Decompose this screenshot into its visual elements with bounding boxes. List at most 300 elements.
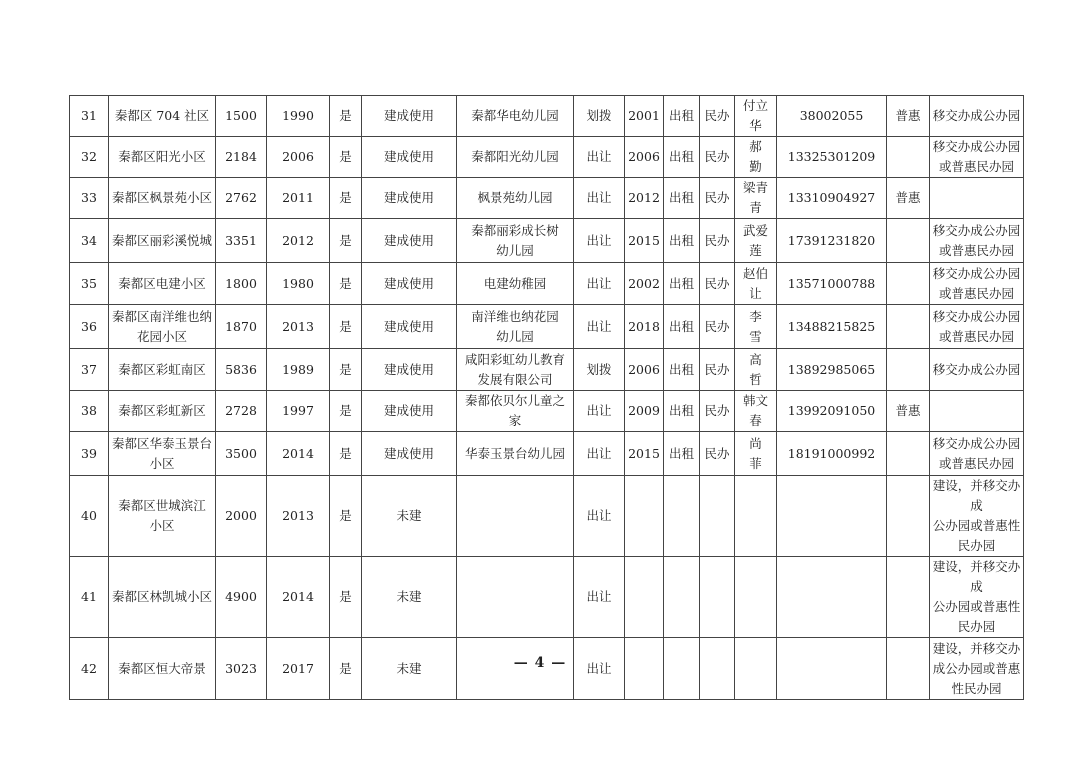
cell-name: [109, 476, 216, 557]
cell-nature: [700, 178, 735, 219]
cell-no: [70, 137, 109, 178]
cell-nature: [700, 476, 735, 557]
cell-kindergarten: [457, 557, 574, 638]
cell-text: 民办: [704, 318, 730, 334]
cell-plan: [930, 137, 1024, 178]
cell-use: [664, 219, 700, 263]
cell-text: 建成使用: [383, 232, 434, 248]
cell-type: [887, 96, 930, 137]
cell-flag: [330, 432, 362, 476]
cell-kindergarten: [457, 96, 574, 137]
cell-year: [267, 96, 330, 137]
cell-flag: [330, 96, 362, 137]
cell-text: 出让: [586, 660, 612, 676]
cell-contact: [735, 219, 777, 263]
cell-phone: [777, 178, 887, 219]
cell-type: [887, 178, 930, 219]
cell-text: 2012: [282, 232, 314, 248]
cell-text: 出租: [668, 445, 694, 461]
cell-text: 出租: [668, 275, 694, 291]
cell-text: 梁青青: [742, 180, 768, 215]
cell-area: [216, 96, 267, 137]
cell-use: [664, 476, 700, 557]
cell-plan: [930, 476, 1024, 557]
cell-text: 建设，并移交办成 公办园或普惠性 民办园: [932, 478, 1021, 553]
cell-phone: [777, 432, 887, 476]
cell-nature: [700, 432, 735, 476]
cell-text: 民办: [704, 403, 730, 418]
cell-nature: [700, 391, 735, 432]
cell-text: 出让: [586, 508, 612, 523]
cell-text: 2013: [282, 318, 314, 334]
cell-contact: [735, 557, 777, 638]
cell-text: 1800: [225, 275, 257, 291]
table-row: [70, 476, 1024, 557]
cell-text: 2011: [282, 190, 314, 205]
cell-status: [362, 349, 457, 391]
cell-text: 普惠: [895, 403, 921, 418]
cell-status: [362, 432, 457, 476]
cell-text: 是: [339, 108, 352, 123]
cell-name: [109, 349, 216, 391]
cell-text: 出让: [586, 232, 612, 248]
table-row: [70, 557, 1024, 638]
cell-no: [70, 557, 109, 638]
cell-use: [664, 263, 700, 305]
cell-text: 秦都区丽彩溪悦城: [111, 232, 212, 248]
cell-text: 建设，并移交办 成公办园或普惠 性民办园: [932, 640, 1021, 696]
cell-contact: [735, 305, 777, 349]
cell-text: 18191000992: [787, 445, 876, 461]
cell-text: 2013: [282, 508, 314, 523]
cell-text: 2012: [628, 190, 660, 205]
cell-status: [362, 263, 457, 305]
table-row: [70, 305, 1024, 349]
cell-text: 韩文春: [742, 393, 768, 428]
cell-contact: [735, 391, 777, 432]
cell-text: 秦都区世城滨江 小区: [118, 498, 206, 533]
cell-status: [362, 96, 457, 137]
cell-text: 13325301209: [787, 149, 876, 164]
cell-status: [362, 391, 457, 432]
cell-text: 秦都区南洋维也纳 花园小区: [111, 308, 212, 344]
cell-phone: [777, 137, 887, 178]
cell-text: 秦都区枫景苑小区: [111, 190, 212, 205]
cell-type: [887, 557, 930, 638]
cell-text: 39: [81, 445, 97, 461]
cell-text: 2006: [282, 149, 314, 164]
cell-text: 是: [339, 445, 352, 461]
cell-plan: [930, 557, 1024, 638]
cell-contact: [735, 137, 777, 178]
cell-text: 2762: [225, 190, 257, 205]
cell-text: 13488215825: [787, 318, 876, 334]
cell-text: 赵伯让: [742, 265, 768, 301]
cell-no: [70, 219, 109, 263]
cell-flag: [330, 476, 362, 557]
cell-text: 出让: [586, 318, 612, 334]
cell-text: 2001: [628, 108, 660, 123]
cell-text: 出租: [668, 403, 694, 418]
cell-year: [267, 305, 330, 349]
cell-text: 3023: [225, 660, 257, 676]
cell-text: 建成使用: [383, 318, 434, 334]
cell-phone: [777, 557, 887, 638]
cell-text: 民办: [704, 445, 730, 461]
cell-type: [887, 263, 930, 305]
cell-text: 出租: [668, 361, 694, 377]
cell-use: [664, 391, 700, 432]
cell-text: 民办: [704, 275, 730, 291]
cell-year: [267, 557, 330, 638]
cell-text: 秦都丽彩成长树 幼儿园: [471, 222, 559, 258]
cell-text: 是: [339, 508, 352, 523]
cell-contact: [735, 96, 777, 137]
cell-year: [267, 476, 330, 557]
cell-type: [887, 391, 930, 432]
cell-text: 未建: [396, 508, 422, 523]
cell-text: 1989: [282, 361, 314, 377]
cell-method: [574, 391, 625, 432]
cell-use: [664, 96, 700, 137]
cell-name: [109, 391, 216, 432]
cell-area: [216, 557, 267, 638]
cell-text: 电建幼稚园: [483, 275, 547, 291]
cell-phone: [777, 219, 887, 263]
cell-phone: [777, 349, 887, 391]
cell-method: [574, 557, 625, 638]
cell-text: 17391231820: [787, 232, 876, 248]
cell-plan: [930, 219, 1024, 263]
cell-text: 2014: [282, 589, 314, 604]
cell-text: 是: [339, 232, 352, 248]
cell-text: 民办: [704, 108, 730, 123]
cell-text: 是: [339, 589, 352, 604]
cell-type: [887, 137, 930, 178]
cell-flag: [330, 263, 362, 305]
cell-text: 民办: [704, 232, 730, 248]
cell-text: 秦都阳光幼儿园: [471, 149, 559, 164]
cell-status: [362, 557, 457, 638]
cell-text: 出租: [668, 108, 694, 123]
table-row: [70, 178, 1024, 219]
cell-text: 36: [81, 318, 97, 334]
cell-text: 付立华: [742, 98, 768, 133]
cell-text: 未建: [396, 660, 422, 676]
cell-name: [109, 96, 216, 137]
cell-year: [267, 137, 330, 178]
cell-name: [109, 219, 216, 263]
cell-no: [70, 349, 109, 391]
cell-text: 是: [339, 275, 352, 291]
cell-phone: [777, 96, 887, 137]
cell-text: 普惠: [895, 108, 921, 123]
cell-text: 出让: [586, 403, 612, 418]
cell-text: 2002: [628, 275, 660, 291]
cell-text: 1980: [282, 275, 314, 291]
cell-kindergarten: [457, 476, 574, 557]
cell-text: 5836: [225, 361, 257, 377]
cell-text: 移交办成公办园 或普惠民办园: [932, 435, 1021, 471]
cell-text: 枫景苑幼儿园: [477, 190, 553, 205]
cell-text: 民办: [704, 361, 730, 377]
cell-nature: [700, 557, 735, 638]
cell-flag: [330, 219, 362, 263]
cell-text: 移交办成公办园 或普惠民办园: [932, 139, 1021, 174]
cell-plan: [930, 432, 1024, 476]
cell-text: 是: [339, 190, 352, 205]
cell-text: 13892985065: [787, 361, 876, 377]
cell-no: [70, 391, 109, 432]
cell-status: [362, 219, 457, 263]
cell-text: 普惠: [895, 190, 921, 205]
cell-text: 35: [81, 275, 97, 291]
cell-kg-year: [625, 178, 664, 219]
cell-text: 出让: [586, 445, 612, 461]
cell-text: 郝 勤: [749, 139, 775, 174]
cell-text: 13571000788: [787, 275, 876, 291]
cell-no: [70, 432, 109, 476]
cell-text: 是: [339, 361, 352, 377]
cell-no: [70, 476, 109, 557]
cell-name: [109, 557, 216, 638]
cell-text: 出让: [586, 275, 612, 291]
cell-text: 2000: [225, 508, 257, 523]
cell-text: 建成使用: [383, 403, 434, 418]
cell-text: 移交办成公办园 或普惠民办园: [932, 222, 1021, 258]
cell-kg-year: [625, 432, 664, 476]
cell-flag: [330, 349, 362, 391]
cell-text: 1500: [225, 108, 257, 123]
table-row: [70, 391, 1024, 432]
cell-text: 38002055: [799, 108, 864, 123]
cell-kg-year: [625, 305, 664, 349]
cell-text: 32: [81, 149, 97, 164]
cell-plan: [930, 178, 1024, 219]
cell-text: 出租: [668, 190, 694, 205]
cell-kindergarten: [457, 432, 574, 476]
cell-contact: [735, 178, 777, 219]
cell-text: 2006: [628, 149, 660, 164]
cell-status: [362, 178, 457, 219]
cell-method: [574, 305, 625, 349]
cell-method: [574, 349, 625, 391]
cell-year: [267, 349, 330, 391]
table-row: [70, 432, 1024, 476]
cell-status: [362, 305, 457, 349]
cell-text: 3500: [225, 445, 257, 461]
cell-text: 民办: [704, 190, 730, 205]
cell-nature: [700, 349, 735, 391]
cell-nature: [700, 263, 735, 305]
cell-text: 31: [81, 108, 97, 123]
cell-nature: [700, 305, 735, 349]
cell-text: 40: [81, 508, 97, 523]
cell-text: 秦都依贝尔儿童之家: [464, 393, 565, 428]
cell-text: 2018: [628, 318, 660, 334]
cell-text: 33: [81, 190, 97, 205]
cell-no: [70, 96, 109, 137]
cell-text: 咸阳彩虹幼儿教育 发展有限公司: [464, 351, 565, 387]
cell-text: 2014: [282, 445, 314, 461]
cell-plan: [930, 305, 1024, 349]
cell-area: [216, 219, 267, 263]
cell-text: 武爱莲: [742, 222, 768, 258]
cell-method: [574, 476, 625, 557]
cell-text: 秦都区 704 社区: [114, 108, 210, 123]
cell-text: 移交办成公办园: [932, 361, 1021, 377]
cell-kindergarten: [457, 219, 574, 263]
cell-text: 2015: [628, 232, 660, 248]
cell-text: 建设，并移交办成 公办园或普惠性 民办园: [932, 559, 1021, 634]
cell-text: 划拨: [586, 361, 612, 377]
cell-plan: [930, 263, 1024, 305]
cell-text: 37: [81, 361, 97, 377]
cell-text: 建成使用: [383, 361, 434, 377]
cell-text: 41: [81, 589, 97, 604]
cell-text: 1870: [225, 318, 257, 334]
cell-text: 秦都区彩虹南区: [118, 361, 206, 377]
cell-text: 1990: [282, 108, 314, 123]
cell-text: 出让: [586, 190, 612, 205]
cell-type: [887, 432, 930, 476]
cell-name: [109, 137, 216, 178]
cell-kg-year: [625, 263, 664, 305]
cell-text: 13992091050: [787, 403, 876, 418]
cell-kindergarten: [457, 391, 574, 432]
cell-text: 38: [81, 403, 97, 418]
page-number: — 4 —: [513, 655, 567, 671]
cell-kindergarten: [457, 263, 574, 305]
cell-area: [216, 349, 267, 391]
cell-text: 华泰玉景台幼儿园: [464, 445, 565, 461]
cell-method: [574, 178, 625, 219]
cell-nature: [700, 96, 735, 137]
cell-text: 秦都区电建小区: [118, 275, 206, 291]
cell-text: 建成使用: [383, 149, 434, 164]
cell-type: [887, 349, 930, 391]
cell-area: [216, 137, 267, 178]
cell-text: 南洋维也纳花园 幼儿园: [471, 308, 559, 344]
table-row: [70, 137, 1024, 178]
cell-use: [664, 432, 700, 476]
cell-name: [109, 432, 216, 476]
cell-kindergarten: [457, 349, 574, 391]
cell-type: [887, 476, 930, 557]
cell-kg-year: [625, 476, 664, 557]
cell-use: [664, 557, 700, 638]
cell-method: [574, 219, 625, 263]
cell-area: [216, 391, 267, 432]
cell-flag: [330, 391, 362, 432]
cell-status: [362, 137, 457, 178]
cell-flag: [330, 137, 362, 178]
cell-text: 秦都区林凯城小区: [111, 589, 212, 604]
cell-plan: [930, 391, 1024, 432]
cell-name: [109, 263, 216, 305]
cell-name: [109, 178, 216, 219]
cell-year: [267, 178, 330, 219]
cell-year: [267, 391, 330, 432]
cell-text: 秦都区恒大帝景: [118, 660, 206, 676]
cell-area: [216, 263, 267, 305]
cell-text: 秦都区彩虹新区: [118, 403, 206, 418]
cell-contact: [735, 476, 777, 557]
cell-phone: [777, 305, 887, 349]
cell-use: [664, 349, 700, 391]
cell-status: [362, 476, 457, 557]
cell-text: 42: [81, 660, 97, 676]
cell-text: 2006: [628, 361, 660, 377]
cell-no: [70, 263, 109, 305]
cell-text: 出租: [668, 318, 694, 334]
table-row: [70, 96, 1024, 137]
cell-text: 是: [339, 660, 352, 676]
cell-method: [574, 96, 625, 137]
cell-nature: [700, 137, 735, 178]
table-row: [70, 219, 1024, 263]
cell-text: 34: [81, 232, 97, 248]
cell-kg-year: [625, 391, 664, 432]
cell-text: 出让: [586, 589, 612, 604]
cell-kg-year: [625, 137, 664, 178]
cell-phone: [777, 391, 887, 432]
cell-text: 移交办成公办园 或普惠民办园: [932, 308, 1021, 344]
cell-text: 13310904927: [787, 190, 876, 205]
cell-area: [216, 305, 267, 349]
cell-kindergarten: [457, 305, 574, 349]
cell-text: 高 哲: [749, 351, 775, 387]
cell-type: [887, 219, 930, 263]
data-table: [69, 95, 1024, 700]
cell-method: [574, 263, 625, 305]
cell-text: 秦都区阳光小区: [118, 149, 206, 164]
cell-year: [267, 263, 330, 305]
cell-area: [216, 432, 267, 476]
cell-nature: [700, 219, 735, 263]
cell-text: 建成使用: [383, 445, 434, 461]
cell-kg-year: [625, 219, 664, 263]
cell-flag: [330, 557, 362, 638]
cell-text: 移交办成公办园: [932, 108, 1021, 123]
cell-text: 尚 菲: [749, 435, 775, 471]
table-row: [70, 349, 1024, 391]
cell-text: 未建: [396, 589, 422, 604]
cell-text: 是: [339, 403, 352, 418]
cell-text: 2015: [628, 445, 660, 461]
cell-text: 4900: [225, 589, 257, 604]
cell-area: [216, 476, 267, 557]
cell-contact: [735, 432, 777, 476]
cell-text: 2728: [225, 403, 257, 418]
cell-method: [574, 137, 625, 178]
cell-type: [887, 305, 930, 349]
cell-kg-year: [625, 349, 664, 391]
cell-text: 2184: [225, 149, 257, 164]
cell-kg-year: [625, 96, 664, 137]
cell-text: 2009: [628, 403, 660, 418]
cell-no: [70, 178, 109, 219]
cell-area: [216, 178, 267, 219]
cell-text: 秦都区华泰玉景台 小区: [111, 435, 212, 471]
cell-method: [574, 432, 625, 476]
cell-phone: [777, 263, 887, 305]
cell-use: [664, 137, 700, 178]
table-row: [70, 263, 1024, 305]
cell-contact: [735, 263, 777, 305]
cell-text: 是: [339, 318, 352, 334]
cell-text: 建成使用: [383, 108, 434, 123]
